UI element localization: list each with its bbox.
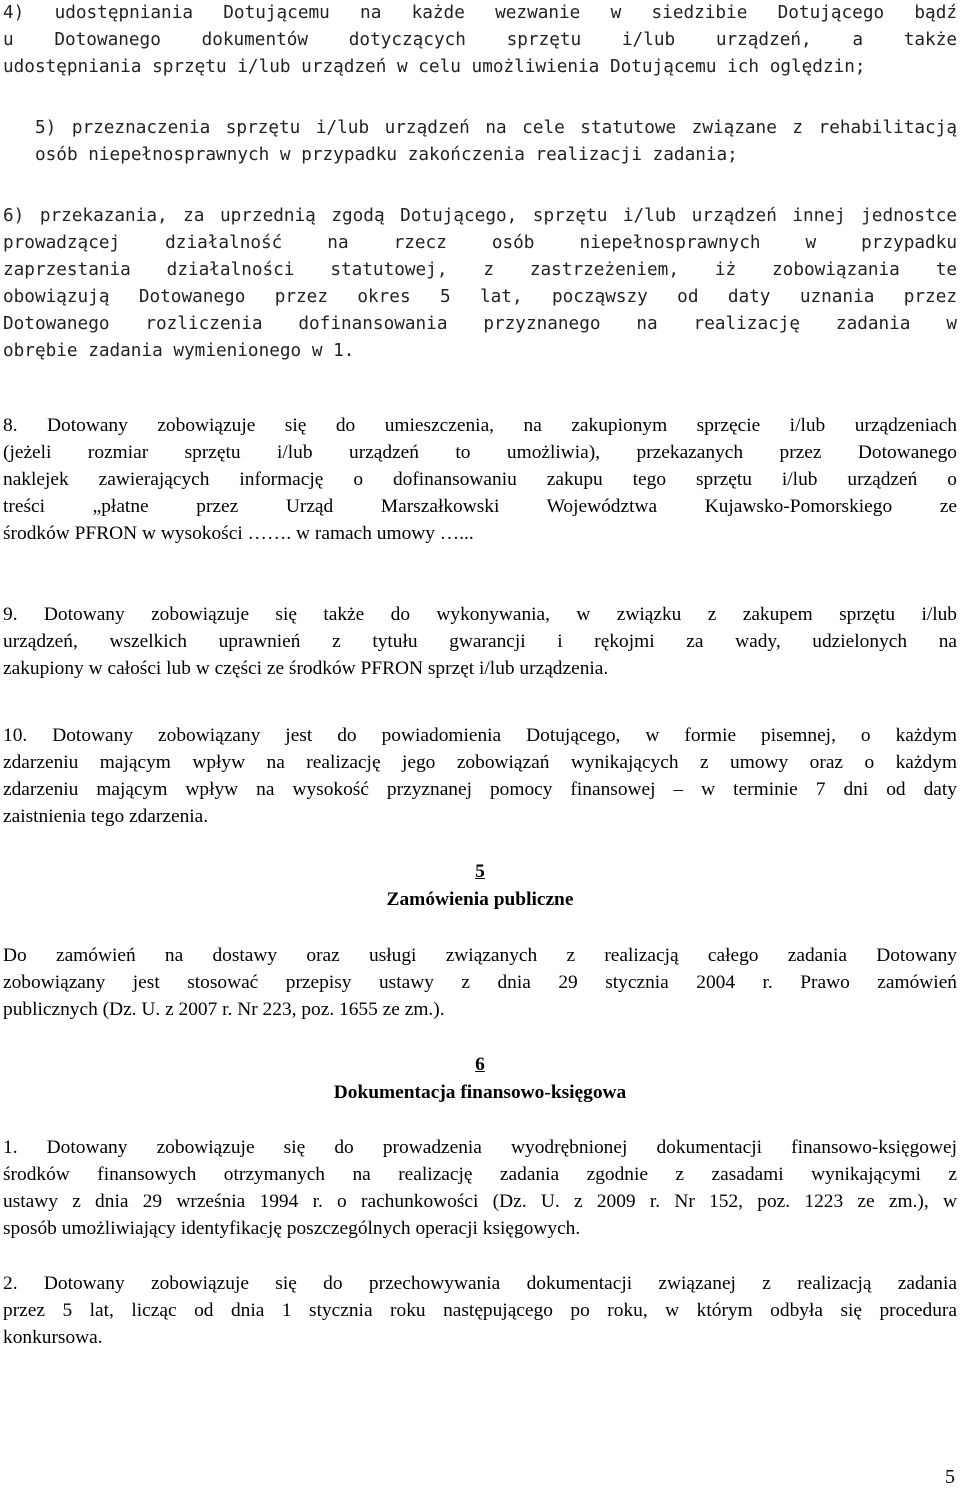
item6-line: prowadzącej działalność na rzecz osób niepełnosprawnych w przypadku	[3, 233, 957, 253]
section6-para2-line: konkursowa.	[3, 1327, 103, 1348]
item6-line: obrębie zadania wymienionego w 1.	[3, 341, 355, 361]
section6-para1-line: ustawy z dnia 29 września 1994 r. o rachunkowości (Dz. U. z 2009 r. Nr 152, poz. 1223 ze zm.), w	[3, 1191, 957, 1212]
item6-line: Dotowanego rozliczenia dofinansowania przyznanego na realizację zadania w	[3, 314, 957, 334]
section6-para2-line: przez 5 lat, licząc od dnia 1 stycznia roku następującego po roku, w którym odbyła się procedura	[3, 1300, 957, 1321]
item5-line: 5) przeznaczenia sprzętu i/lub urządzeń na cele statutowe związane z rehabilitacją	[35, 118, 957, 138]
section6-number: 6	[475, 1054, 485, 1075]
para8-line: środków PFRON w wysokości ……. w ramach umowy …...	[3, 523, 474, 544]
section6-para1-line: 1. Dotowany zobowiązuje się do prowadzenia wyodrębnionej dokumentacji finansowo-księgowej	[3, 1137, 957, 1158]
section5-line: publicznych (Dz. U. z 2007 r. Nr 223, poz. 1655 ze zm.).	[3, 999, 445, 1020]
item6-line: zaprzestania działalności statutowej, z zastrzeżeniem, iż zobowiązania te	[3, 260, 957, 280]
para9-line: urządzeń, wszelkich uprawnień z tytułu gwarancji i rękojmi za wady, udzielonych na	[3, 631, 957, 652]
section5-title: Zamówienia publiczne	[386, 889, 574, 910]
para10-line: zdarzeniu mającym wpływ na wysokość przyznanej pomocy finansowej – w terminie 7 dni od daty	[3, 779, 957, 800]
section6-para1-line: sposób umożliwiający identyfikację poszczególnych operacji księgowych.	[3, 1218, 581, 1239]
para8-line: naklejek zawierających informację o dofinansowaniu zakupu tego sprzętu i/lub urządzeń o	[3, 469, 957, 490]
para8-line: treści „płatne przez Urząd Marszałkowski Województwa Kujawsko-Pomorskiego ze	[3, 496, 957, 517]
section5-number: 5	[475, 861, 485, 882]
item5-line: osób niepełnosprawnych w przypadku zakończenia realizacji zadania;	[35, 145, 738, 165]
para10-line: zaistnienia tego zdarzenia.	[3, 806, 209, 827]
page-number: 5	[945, 1466, 955, 1488]
para10-line: zdarzeniu mającym wpływ na realizację jego zobowiązań wynikających z umowy oraz o każdym	[3, 752, 957, 773]
item6-line: 6) przekazania, za uprzednią zgodą Dotującego, sprzętu i/lub urządzeń innej jednostce	[3, 206, 957, 226]
section5-line: Do zamówień na dostawy oraz usługi związanych z realizacją całego zadania Dotowany	[3, 945, 957, 966]
section6-para2-line: 2. Dotowany zobowiązuje się do przechowywania dokumentacji związanej z realizacją zadania	[3, 1273, 957, 1294]
section5-line: zobowiązany jest stosować przepisy ustawy z dnia 29 stycznia 2004 r. Prawo zamówień	[3, 972, 957, 993]
item4-line: udostępniania sprzętu i/lub urządzeń w celu umożliwienia Dotującemu ich oględzin;	[3, 57, 866, 77]
section6-para1-line: środków finansowych otrzymanych na realizację zadania zgodnie z zasadami wynikającymi z	[3, 1164, 957, 1185]
para10-line: 10. Dotowany zobowiązany jest do powiadomienia Dotującego, w formie pisemnej, o każdym	[3, 725, 957, 746]
para8-line: 8. Dotowany zobowiązuje się do umieszczenia, na zakupionym sprzęcie i/lub urządzeniach	[3, 415, 957, 436]
section6-title: Dokumentacja finansowo-księgowa	[333, 1082, 627, 1103]
item6-line: obowiązują Dotowanego przez okres 5 lat, począwszy od daty uznania przez	[3, 287, 957, 307]
item4-line: 4) udostępniania Dotującemu na każde wezwanie w siedzibie Dotującego bądź	[3, 3, 957, 23]
para9-line: zakupiony w całości lub w części ze środków PFRON sprzęt i/lub urządzenia.	[3, 658, 609, 679]
para9-line: 9. Dotowany zobowiązuje się także do wykonywania, w związku z zakupem sprzętu i/lub	[3, 604, 957, 625]
item4-line: u Dotowanego dokumentów dotyczących sprzętu i/lub urządzeń, a także	[3, 30, 957, 50]
para8-line: (jeżeli rozmiar sprzętu i/lub urządzeń to umożliwia), przekazanych przez Dotowanego	[3, 442, 957, 463]
